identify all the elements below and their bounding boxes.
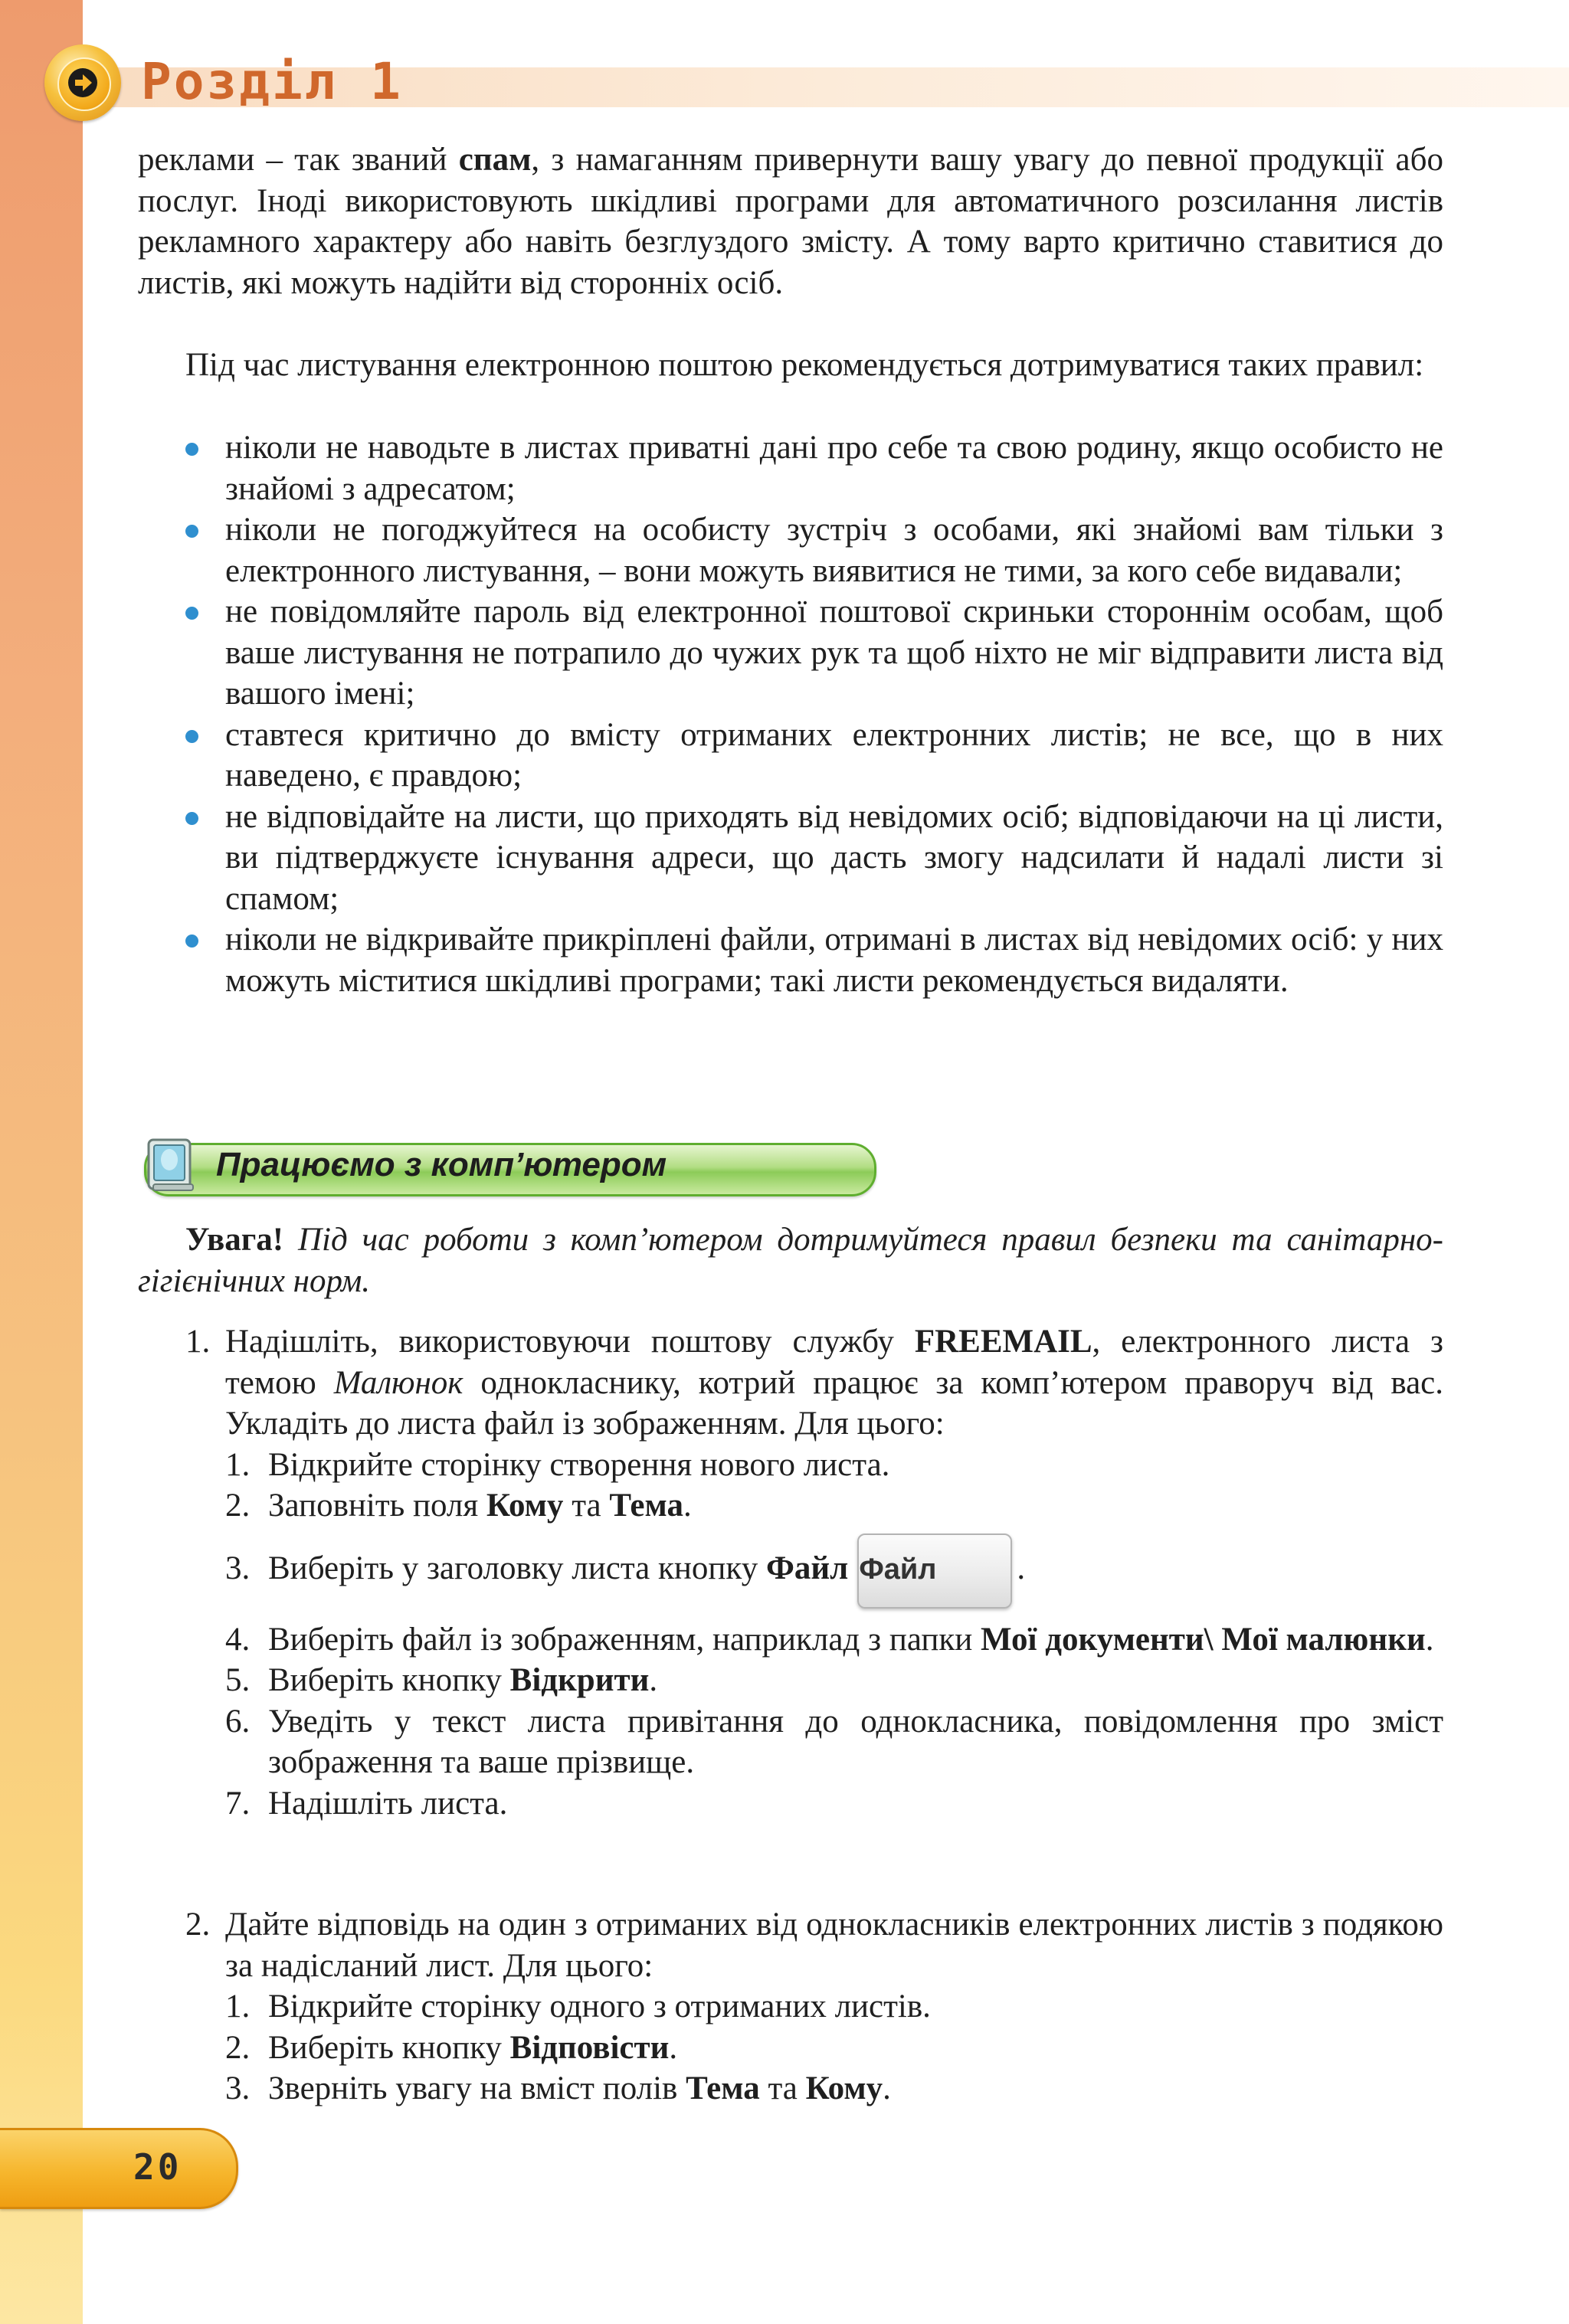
- list-item: не відповідайте на листи, що приходять від невідомих осіб; відповідаючи на ці листи, ви підтверджуєте існування адреси, що дасть змогу надсилати й надалі листи зі спамом;: [138, 797, 1443, 920]
- list-item: не повідомляйте пароль від електронної поштової скриньки стороннім особам, щоб ваше листування не потрапило до чужих рук та щоб ніхто не міг відправити листа від вашого імені;: [138, 591, 1443, 715]
- task-2-steps: [225, 1986, 1443, 2110]
- task-1-steps: [225, 1445, 1443, 1825]
- list-item: 5. Виберіть кнопку Відкрити.: [225, 1662, 658, 1699]
- chapter-marker: [44, 44, 121, 121]
- intro-paragraph-1: реклами – так званий спам, з намаганням привернути вашу увагу до певної продукції або послуг. Іноді використовують шкідливі програми для автоматичного розсилання листів рекламного характеру або навіть безглуздого змісту. А тому варто критично ставитися до листів, які можуть надійти від сторонніх осіб.: [138, 142, 1443, 301]
- file-button[interactable]: Файл: [857, 1534, 1012, 1609]
- safety-warning: Увага! Під час роботи з комп’ютером дотримуйтеся правил безпеки та санітарно-гігієнічних норм.: [138, 1222, 1443, 1299]
- bullet-icon: [185, 443, 198, 456]
- task-2: [138, 1904, 1443, 2110]
- task-2-text: Дайте відповідь на один з отриманих від однокласників електронних листів з подякою за надісланий лист. Для цього:: [225, 1907, 1443, 1984]
- bullet-icon: [185, 525, 198, 538]
- list-item: 2. Заповніть поля Кому та Тема.: [225, 1488, 692, 1524]
- list-item: 4. Виберіть файл із зображенням, наприклад з папки Мої документи\ Мої малюнки.: [225, 1621, 1434, 1658]
- list-item: 1. Відкрийте сторінку створення нового листа.: [225, 1446, 890, 1483]
- task-1: [138, 1321, 1443, 1824]
- page-number: 20: [133, 2146, 182, 2188]
- bullet-icon: [185, 935, 198, 948]
- task-1-text: Надішліть, використовуючи поштову службу FREEMAIL, електронного листа з темою Малюнок однокласнику, котрий працює за комп’ютером праворуч від вас. Укладіть до листа файл із зображенням. Для цього:: [225, 1324, 1444, 1442]
- bullet-icon: [185, 607, 198, 620]
- list-item: 1. Відкрийте сторінку одного з отриманих листів.: [225, 1988, 931, 2024]
- list-item: 3. Виберіть у заголовку листа кнопку Файл Файл .: [225, 1533, 1443, 1609]
- list-item: ставтеся критично до вмісту отриманих електронних листів; не все, що в них наведено, є правдою;: [138, 715, 1443, 797]
- task-item: 1. Надішліть, використовуючи поштову службу FREEMAIL, електронного листа з темою Малюнок однокласнику, котрий працює за комп’ютером праворуч від вас. Укладіть до листа файл із зображенням. Для цього: 1. Відкрийте сторінку створення нового листа. 2. Заповніть поля Кому та Тема. 3. Виберіть у заголовку листа кнопку Файл Файл . 4. Виберіть файл із зображенням, наприклад з папки Мої документи\ Мої малюнки. 5. Виберіть кнопку Відкрити. 6. Уведіть у текст листа привітання до однокласника, повідомлення про зміст зображення та ваше прізвище. 7. Надішліть листа.: [138, 1321, 1443, 1824]
- left-decorative-strip: [0, 0, 83, 2324]
- list-item: 2. Виберіть кнопку Відповісти.: [225, 2029, 678, 2066]
- bullet-icon: [185, 812, 198, 825]
- computer-monitor-icon: [146, 1137, 199, 1195]
- rules-list: [138, 427, 1443, 1001]
- arrow-right-icon: [59, 59, 106, 106]
- section-title: Працюємо з комп’ютером: [216, 1146, 667, 1183]
- intro-paragraph-2: Під час листування електронною поштою рекомендується дотримуватися таких правил:: [185, 347, 1424, 383]
- list-item: 6. Уведіть у текст листа привітання до однокласника, повідомлення про зміст зображення та ваше прізвище.: [225, 1703, 1443, 1781]
- list-item: 3. Зверніть увагу на вміст полів Тема та Кому.: [225, 2070, 891, 2106]
- list-item: ніколи не відкривайте прикріплені файли, отримані в листах від невідомих осіб: у них можуть міститися шкідливі програми; такі листи рекомендується видаляти.: [138, 919, 1443, 1001]
- list-item: ніколи не погоджуйтеся на особисту зустріч з особами, які знайомі вам тільки з електронного листування, – вони можуть виявитися не тими, за кого себе видавали;: [138, 509, 1443, 591]
- list-item: ніколи не наводьте в листах приватні дані про себе та свою родину, якщо особисто не знайомі з адресатом;: [138, 427, 1443, 509]
- list-item: 7. Надішліть листа.: [225, 1785, 508, 1822]
- chapter-title: Розділ 1: [141, 52, 403, 111]
- page-number-tab: [0, 2128, 238, 2209]
- task-item: 2. Дайте відповідь на один з отриманих від однокласників електронних листів з подякою за надісланий лист. Для цього: 1. Відкрийте сторінку одного з отриманих листів. 2. Виберіть кнопку Відповісти. 3. Зверніть увагу на вміст полів Тема та Кому.: [138, 1904, 1443, 2110]
- bullet-icon: [185, 730, 198, 743]
